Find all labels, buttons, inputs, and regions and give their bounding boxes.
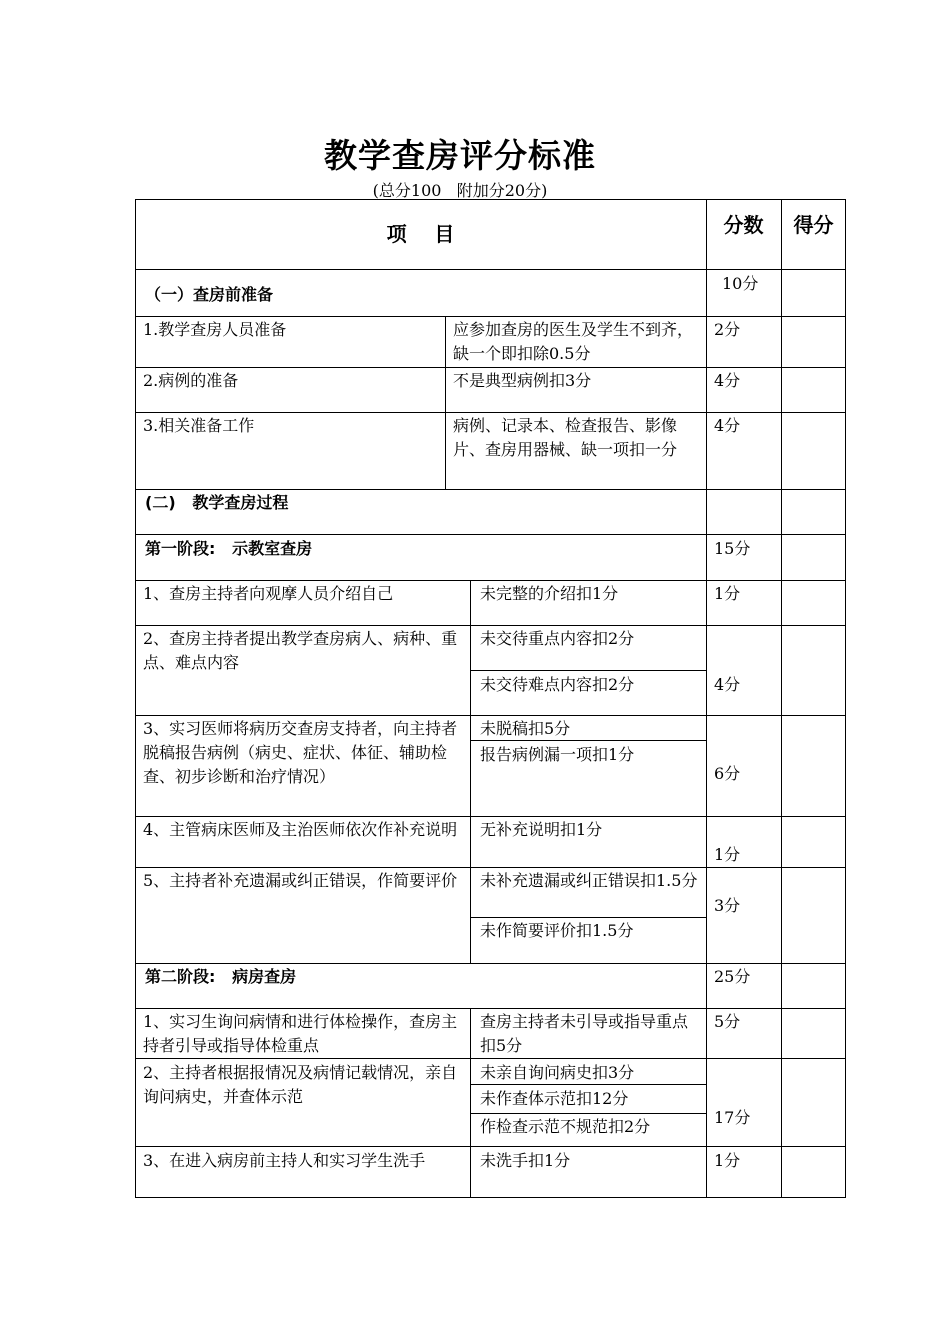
stage2-row-2-criteria-1: 未亲自询问病史扣3分 — [480, 1063, 635, 1082]
section-process-heading: (二) 教学查房过程 — [145, 493, 289, 512]
header-item: 项 目 — [386, 222, 455, 246]
stage2-row-2-criteria-2: 未作查体示范扣12分 — [480, 1089, 629, 1108]
stage1-row-1-item: 1、查房主持者向观摩人员介绍自己 — [143, 584, 394, 603]
stage1-row-4-criteria-1: 无补充说明扣1分 — [480, 820, 603, 839]
document-title: 教学查房评分标准 — [324, 136, 596, 175]
stage2-row-2-points: 17分 — [714, 1108, 751, 1127]
stage1-row-2-criteria-2: 未交待难点内容扣2分 — [480, 675, 635, 694]
prep-row-2-points: 4分 — [714, 371, 741, 390]
stage1-row-3-criteria-2: 报告病例漏一项扣1分 — [480, 745, 635, 764]
stage1-heading: 第一阶段: 示教室查房 — [145, 539, 313, 558]
stage1-row-5-item: 5、主持者补充遗漏或纠正错误，作简要评价 — [143, 871, 458, 890]
header-score: 得分 — [793, 213, 834, 237]
stage1-row-5-criteria-2: 未作简要评价扣1.5分 — [480, 921, 634, 940]
stage2-row-1-criteria-1: 查房主持者未引导或指导重点扣5分 — [480, 1012, 689, 1055]
section-prep-points: 10分 — [722, 274, 759, 293]
stage1-row-5-criteria-1: 未补充遗漏或纠正错误扣1.5分 — [480, 871, 698, 890]
stage2-row-3-points: 1分 — [714, 1151, 741, 1170]
prep-row-1-criteria: 应参加查房的医生及学生不到齐，缺一个即扣除0.5分 — [453, 320, 694, 363]
stage2-points: 25分 — [714, 967, 751, 986]
stage1-points: 15分 — [714, 539, 751, 558]
stage1-row-3-points: 6分 — [714, 764, 741, 783]
stage1-row-2-points: 4分 — [714, 675, 741, 694]
section-prep-heading: （一）查房前准备 — [145, 285, 274, 304]
prep-row-1-points: 2分 — [714, 320, 741, 339]
scoring-table — [135, 199, 846, 1199]
stage1-row-4-points: 1分 — [714, 845, 741, 864]
stage2-row-2-criteria-3: 作检查示范不规范扣2分 — [480, 1117, 651, 1136]
stage1-row-3-criteria-1: 未脱稿扣5分 — [480, 719, 571, 738]
prep-row-3-points: 4分 — [714, 416, 741, 435]
stage1-row-1-criteria-1: 未完整的介绍扣1分 — [480, 584, 619, 603]
stage2-row-2-item: 2、主持者根据报情况及病情记载情况，亲自询问病史，并查体示范 — [143, 1063, 458, 1106]
stage2-row-3-criteria-1: 未洗手扣1分 — [480, 1151, 571, 1170]
prep-row-2-criteria: 不是典型病例扣3分 — [453, 371, 592, 390]
stage1-row-4-item: 4、主管病床医师及主治医师依次作补充说明 — [143, 820, 458, 839]
stage2-heading: 第二阶段: 病房查房 — [145, 967, 297, 986]
stage1-row-5-points: 3分 — [714, 896, 741, 915]
stage2-row-3-item: 3、在进入病房前主持人和实习学生洗手 — [143, 1151, 426, 1170]
document-subtitle: (总分100 附加分20分) — [372, 181, 548, 200]
header-points: 分数 — [723, 213, 764, 237]
stage1-row-2-item: 2、查房主持者提出教学查房病人、病种、重点、难点内容 — [143, 629, 458, 672]
stage2-row-1-points: 5分 — [714, 1012, 741, 1031]
stage2-row-1-item: 1、实习生询问病情和进行体检操作，查房主持者引导或指导体检重点 — [143, 1012, 458, 1055]
stage1-row-2-criteria-1: 未交待重点内容扣2分 — [480, 629, 635, 648]
stage1-row-1-points: 1分 — [714, 584, 741, 603]
prep-row-3-item: 3.相关准备工作 — [143, 416, 255, 435]
prep-row-3-criteria: 病例、记录本、检查报告、影像片、查房用器械、缺一项扣一分 — [453, 416, 678, 459]
stage1-row-3-item: 3、实习医师将病历交查房支持者，向主持者脱稿报告病例（病史、症状、体征、辅助检查、初步诊断和治疗情况） — [143, 719, 458, 786]
prep-row-2-item: 2.病例的准备 — [143, 371, 239, 390]
prep-row-1-item: 1.教学查房人员准备 — [143, 320, 287, 339]
